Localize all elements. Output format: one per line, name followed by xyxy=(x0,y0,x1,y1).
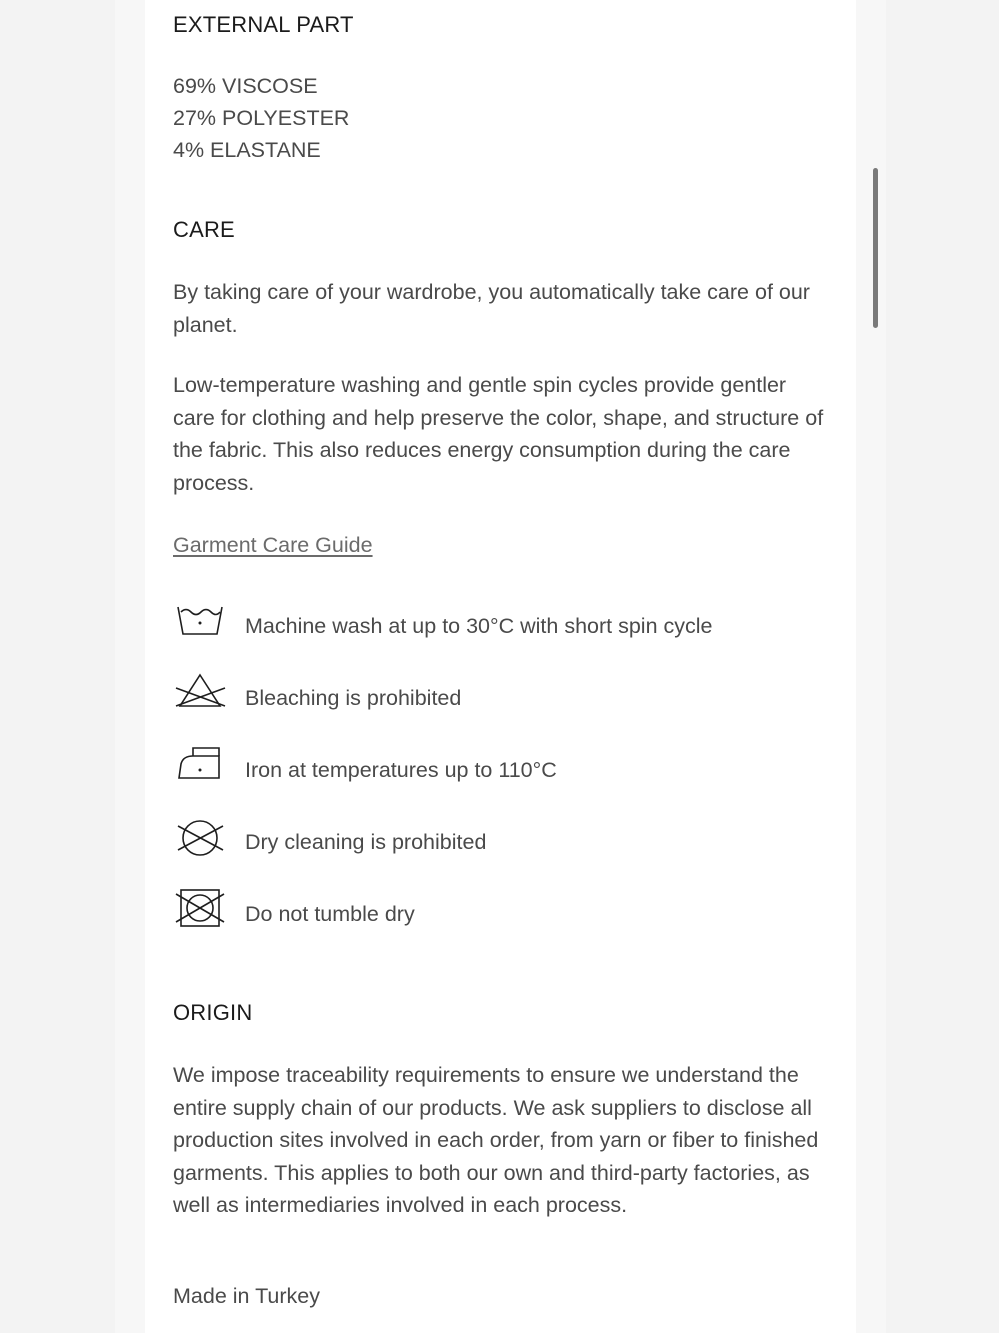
care-instruction-label: Bleaching is prohibited xyxy=(245,686,462,710)
right-shade xyxy=(856,0,886,1333)
iron-low-temp-icon xyxy=(173,744,229,794)
composition-item: 27% POLYESTER xyxy=(173,106,350,130)
care-instruction-row xyxy=(173,672,828,722)
care-instruction-label: Iron at temperatures up to 110°C xyxy=(245,758,557,782)
no-bleach-icon xyxy=(173,672,229,722)
care-instruction-label: Machine wash at up to 30°C with short spin cycle xyxy=(245,614,713,638)
product-details-panel xyxy=(145,0,856,1333)
no-dry-clean-icon xyxy=(173,816,229,866)
care-detail-paragraph: Low-temperature washing and gentle spin cycles provide gentler care for clothing and help preserve the color, shape, and structure of the fabric. This also reduces energy consumption during the care process. xyxy=(173,373,824,495)
garment-care-guide-link[interactable]: Garment Care Guide xyxy=(173,533,373,557)
care-instruction-row xyxy=(173,600,828,650)
care-instruction-row xyxy=(173,816,828,866)
origin-heading: ORIGIN xyxy=(173,1000,253,1025)
care-instruction-label: Dry cleaning is prohibited xyxy=(245,830,487,854)
scrollbar-thumb[interactable] xyxy=(873,168,878,328)
washing-tub-30-icon xyxy=(173,600,229,650)
left-shade xyxy=(115,0,145,1333)
made-in-text: Made in Turkey xyxy=(173,1284,320,1308)
care-heading: CARE xyxy=(173,217,235,242)
origin-paragraph: We impose traceability requirements to ensure we understand the entire supply chain of our products. We ask suppliers to disclose all production sites involved in each order, from yarn or fiber to finished garments. This applies to both our own and third-party factories, as well as intermediaries involved in each process. xyxy=(173,1063,819,1217)
care-instruction-row xyxy=(173,888,828,938)
care-intro-paragraph: By taking care of your wardrobe, you automatically take care of our planet. xyxy=(173,280,810,337)
care-instruction-label: Do not tumble dry xyxy=(245,902,415,926)
care-instruction-row xyxy=(173,744,828,794)
no-tumble-dry-icon xyxy=(173,888,229,938)
composition-heading: EXTERNAL PART xyxy=(173,12,354,37)
composition-item: 4% ELASTANE xyxy=(173,138,321,162)
composition-item: 69% VISCOSE xyxy=(173,74,318,98)
